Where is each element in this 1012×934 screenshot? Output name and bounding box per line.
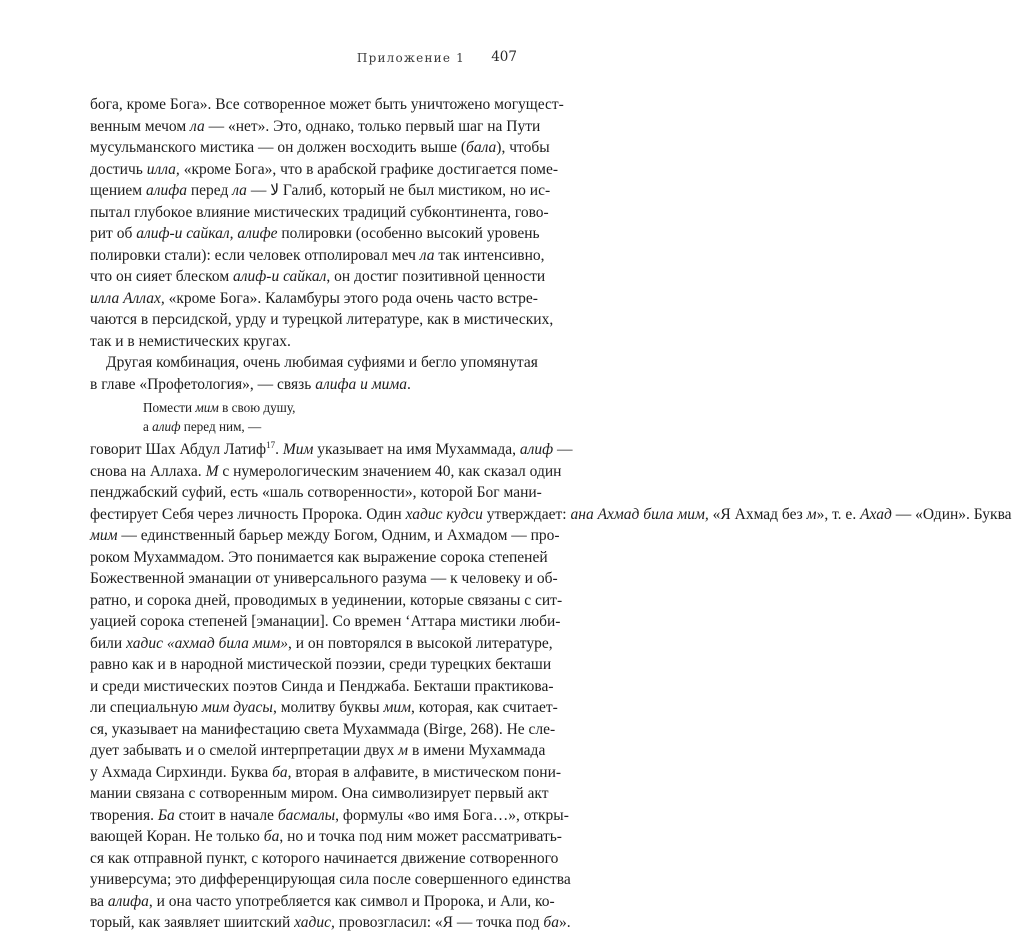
italic-term: алифа [145, 182, 187, 199]
text-line: вающей Коран. Не только ба, но и точка под ним может рассматривать- [90, 828, 562, 845]
italic-term: Ахад [860, 505, 892, 523]
text-line: роком Мухаммадом. Это понимается как выражение сорока степеней [90, 548, 548, 566]
italic-term: ана Ахмад била мим, [570, 505, 709, 523]
italic-term: хадис, [294, 914, 335, 931]
italic-term: алиф [519, 441, 554, 458]
text-line: у Ахмада Сирхинди. Буква ба, вторая в алфавите, в мистическом пони- [90, 763, 562, 781]
text-line: мании связана с сотворенным миром. Она символизирует первый акт [90, 785, 549, 802]
italic-term: ба [272, 763, 288, 781]
italic-term: алифа [107, 892, 149, 910]
text-line: так и в немистических кругах. [90, 332, 291, 350]
text-line: Другая комбинация, очень любимая суфиями и бегло упомянутая [106, 354, 538, 371]
text-line: достичь илла, «кроме Бога», что в арабской графике достигается поме- [90, 160, 559, 178]
footnote-ref: 17 [266, 440, 276, 450]
italic-term: алиф [152, 419, 181, 434]
text-line: ратно, и сорока дней, проводимых в уединении, которые связаны с сит- [90, 591, 563, 609]
text-line: говорит Шах Абдул Латиф$^{17}$. Мим указывает на имя Мухаммада, алиф — [90, 440, 573, 458]
body-text [90, 94, 1012, 934]
text-line: Божественной эманации от универсального разума — к человеку и об- [90, 570, 558, 587]
text-line: щением алифа перед ла — لا Галиб, который не был мистиком, но ис- [90, 182, 551, 199]
italic-term: ба [263, 828, 280, 845]
text-line: полировки стали): если человек отполировал меч ла так интенсивно, [90, 246, 545, 264]
italic-term: мим [90, 527, 118, 544]
text-line: уацией сорока степеней [эманации]. Со времен ‘Аттара мистики люби- [90, 613, 561, 630]
text-line: мим — единственный барьер между Богом, Одним, и Ахмадом — про- [90, 527, 560, 544]
text-line: мусульманского мистика — он должен восходить выше (бала), чтобы [90, 139, 550, 156]
text-line: пенджабский суфий, есть «шаль сотворенности», которой Бог мани- [90, 484, 542, 501]
italic-term: илла, [146, 160, 180, 178]
text-line: бога, кроме Бога». Все сотворенное может быть уничтожено могущест- [90, 96, 564, 113]
italic-term: алиф-и сайкал [233, 268, 327, 285]
italic-term: хадис кудси [405, 505, 483, 523]
italic-term: мим [383, 699, 411, 716]
italic-term: алиф-и сайкал, алифе [136, 225, 278, 242]
italic-term: ла [419, 246, 435, 264]
italic-term: м [398, 742, 409, 759]
text-line: венным мечом ла — «нет». Это, однако, только первый шаг на Пути [90, 117, 541, 135]
text-line: ся как отправной пункт, с которого начинается движение сотворенного [90, 849, 559, 867]
arabic-glyph: لا [270, 182, 280, 199]
text-line: в главе «Профетология», — связь алифа и мима. [90, 375, 411, 393]
text-line: универсума; это дифференцирующая сила после совершенного единства [90, 871, 571, 888]
italic-term: басмалы [277, 806, 336, 824]
running-header [90, 49, 517, 69]
text-line: и среди мистических поэтов Синда и Пенджаба. Бекташи практикова- [90, 677, 554, 695]
text-line: чаются в персидской, урду и турецкой литературе, как в мистических, [90, 311, 554, 328]
italic-term: ба [543, 914, 559, 931]
text-line: пытал глубокое влияние мистических традиций субконтинента, гово- [90, 203, 549, 221]
text-line: равно как и в народной мистической поэзии, среди турецких бекташи [90, 656, 552, 673]
page-number: 407 [491, 49, 517, 65]
italic-term: Ба [157, 806, 175, 824]
italic-term: илла Аллах, [90, 289, 165, 307]
italic-term: хадис «ахмад била мим» [126, 634, 289, 652]
text-line: илла Аллах, «кроме Бога». Каламбуры этого рода очень часто встре- [90, 289, 538, 307]
text-line: фестирует Себя через личность Пророка. Один хадис кудси утверждает: ана Ахмад била мим, «Я Ахмад без м», т. е. Ахад — «Один». Буква [90, 505, 1012, 523]
italic-term: М [205, 462, 219, 480]
running-title: Приложение 1 [356, 51, 465, 65]
text-line: что он сияет блеском алиф-и сайкал, он достиг позитивной ценности [90, 268, 546, 285]
italic-term: алифа и мима [315, 375, 407, 393]
text-line: торый, как заявляет шиитский хадис, провозгласил: «Я — точка под ба». [90, 914, 571, 931]
text-line: ли специальную мим дуасы, молитву буквы мим, которая, как считает- [90, 699, 558, 716]
text-line: дует забывать и о смелой интерпретации двух м в имени Мухаммада [90, 742, 546, 759]
text-line: творения. Ба стоит в начале басмалы, формулы «во имя Бога…», откры- [90, 806, 569, 824]
text-line: били хадис «ахмад била мим», и он повторялся в высокой литературе, [90, 634, 553, 652]
italic-term: мим [195, 400, 219, 415]
italic-term: мим дуасы [201, 699, 273, 716]
text-line: снова на Аллаха. М с нумерологическим значением 40, как сказал один [90, 462, 562, 480]
italic-term: ла [232, 182, 247, 199]
verse-line: а алиф перед ним, — [143, 419, 262, 434]
italic-term: бала [466, 139, 497, 156]
text-line: ва алифа, и она часто употребляется как символ и Пророка, и Али, ко- [90, 892, 555, 910]
italic-term: м [806, 505, 817, 523]
text-line: ся, указывает на манифестацию света Мухаммада (Birge, 268). Не сле- [90, 720, 556, 738]
text-line: рит об алиф-и сайкал, алифе полировки (особенно высокий уровень [90, 225, 540, 242]
italic-term: Мим [282, 441, 314, 458]
verse-line: Помести мим в свою душу, [143, 400, 296, 415]
italic-term: ла [190, 117, 205, 135]
